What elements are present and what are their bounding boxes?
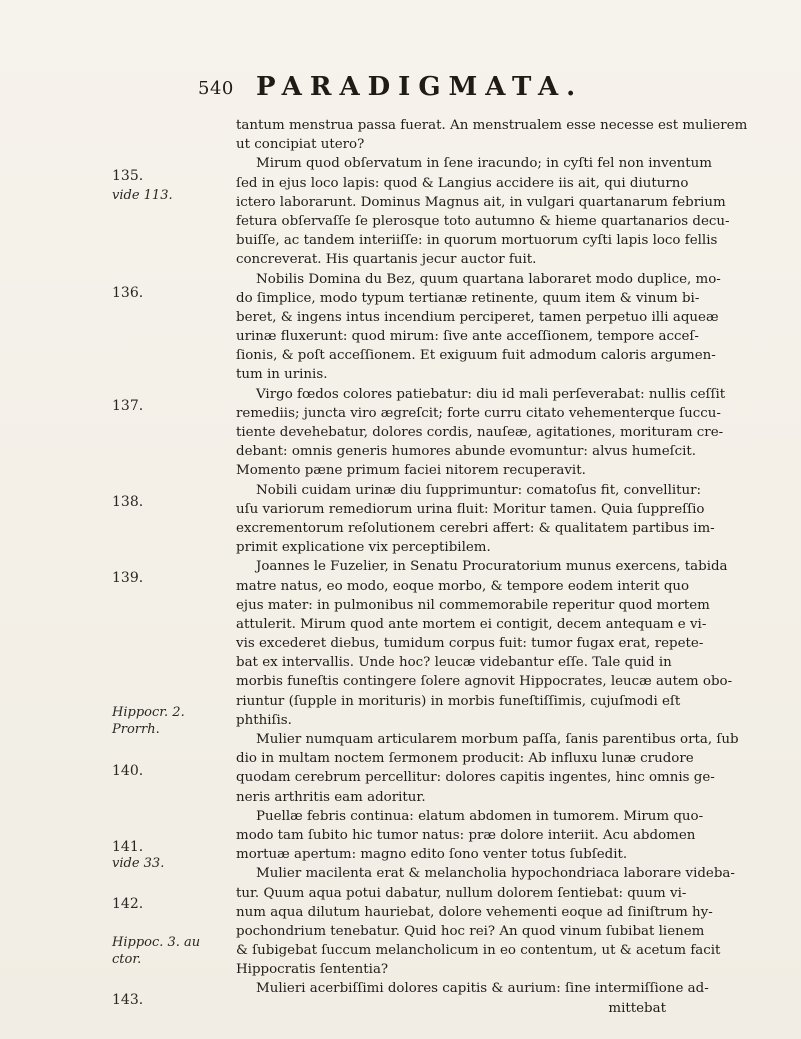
text-line: vis excederet diebus, tumidum corpus fuit: tumor fugax erat, repete-: [236, 636, 704, 652]
margin-note: Prorrh.: [112, 722, 160, 737]
text-line: tiente devehebatur, dolores cordis, nauſeæ, agitationes, morituram cre-: [236, 425, 724, 440]
text-line: excrementorum reſolutionem cerebri affert: & qualitatem partibus im-: [236, 520, 715, 536]
running-title: PARADIGMATA.: [256, 72, 584, 102]
text-line: Virgo fœdos colores patiebatur: diu id mali perſeverabat: nullis ceſſit: [256, 386, 726, 402]
text-line: modo tam ſubito hic tumor natus: præ dolore interiit. Acu abdomen: [236, 827, 696, 843]
margin-note: vide 33.: [112, 856, 165, 871]
text-line: dio in multam noctem ſermonem producit: Ab influxu lunæ crudore: [236, 751, 694, 767]
text-line: uſu variorum remediorum urina fluit: Moritur tamen. Quia ſuppreſſio: [236, 501, 705, 517]
catchword: mittebat: [608, 1000, 666, 1016]
text-line: mortuæ apertum: magno edito ſono venter totus ſubſedit.: [236, 847, 628, 863]
text-line: Mirum quod obſervatum in ſene iracundo; in cyſti fel non inventum: [256, 156, 712, 172]
text-line: neris arthritis eam adoritur.: [236, 789, 426, 805]
margin-note: 139.: [112, 570, 144, 586]
text-line: do ſimplice, modo typum tertianæ retinente, quum item & vinum bi-: [236, 290, 700, 306]
text-line: phthiſis.: [236, 712, 292, 728]
text-line: Momento pæne primum faciei nitorem recuperavit.: [236, 463, 586, 479]
margin-note: 143.: [112, 992, 144, 1008]
text-line: Mulieri acerbiſſimi dolores capitis & aurium: ſine intermiſſione ad-: [256, 981, 709, 997]
text-line: Nobili cuidam urinæ diu ſupprimuntur: comatoſus fit, convellitur:: [256, 482, 702, 498]
margin-note: 137.: [112, 398, 144, 414]
text-line: Hippocratis ſententia?: [236, 962, 389, 978]
text-line: tum in urinis.: [236, 367, 328, 383]
text-line: primit explicatione vix perceptibilem.: [236, 540, 491, 556]
text-line: quodam cerebrum percellitur: dolores capitis ingentes, hinc omnis ge-: [236, 770, 715, 786]
text-line: debant: omnis generis humores abunde evomuntur: alvus humeſcit.: [236, 444, 696, 460]
text-line: Mulier macilenta erat & melancholia hypochondriaca laborare videba-: [256, 866, 735, 882]
text-line: ut concipiat utero?: [236, 137, 365, 153]
text-line: Joannes le Fuzelier, in Senatu Procuratorium munus exercens, tabida: [256, 559, 728, 575]
text-line: matre natus, eo modo, eoque morbo, & tempore eodem interit quo: [236, 578, 690, 594]
text-line: pochondrium tenebatur. Quid hoc rei? An quod vinum ſubibat lienem: [236, 923, 705, 939]
text-line: bat ex intervallis. Unde hoc? leucæ videbantur eſſe. Tale quid in: [236, 655, 672, 671]
text-line: num aqua dilutum hauriebat, dolore vehementi eoque ad ſiniſtrum hy-: [236, 904, 713, 920]
margin-note: 136.: [112, 285, 144, 301]
page-number: 540: [198, 78, 234, 99]
text-line: ſed in ejus loco lapis: quod & Langius accidere iis ait, qui diuturno: [236, 175, 689, 191]
margin-note: 142.: [112, 896, 144, 912]
margin-note: 141.: [112, 839, 144, 855]
margin-note: Hippocr. 2.: [112, 705, 185, 720]
text-line: beret, & ingens intus incendium perciperet, tamen perpetuo illi aqueæ: [236, 309, 719, 325]
margin-note: 138.: [112, 494, 144, 510]
page-header: [198, 72, 668, 108]
text-line: urinæ fluxerunt: quod mirum: ſive ante acceſſionem, tempore acceſ-: [236, 329, 699, 345]
text-line: tantum menstrua passa fuerat. An menstrualem esse necesse est mulierem: [236, 118, 748, 133]
main-text: [236, 116, 748, 1018]
text-line: Puellæ febris continua: elatum abdomen in tumorem. Mirum quo-: [256, 808, 704, 824]
text-line: Nobilis Domina du Bez, quum quartana laboraret modo duplice, mo-: [256, 271, 721, 287]
text-line: remediis; juncta viro ægreſcit; forte curru citato vehementerque ſuccu-: [236, 405, 721, 421]
text-line: Mulier numquam articularem morbum paſſa, ſanis parentibus orta, ſub: [256, 732, 739, 747]
text-line: fetura obſervaſſe ſe plerosque toto autumno & hieme quartanarios decu-: [236, 213, 730, 229]
margin-note: ctor.: [112, 952, 142, 967]
margin-note: vide 113.: [112, 188, 173, 203]
margin-note: 140.: [112, 763, 144, 779]
text-line: ictero laborarunt. Dominus Magnus ait, in vulgari quartanarum febrium: [236, 194, 726, 210]
text-line: ſionis, & poſt acceſſionem. Et exiguum fuit admodum caloris argumen-: [236, 348, 716, 364]
text-line: tur. Quum aqua potui dabatur, nullum dolorem ſentiebat: quum vi-: [236, 885, 687, 901]
text-line: morbis funeſtis contingere ſolere agnovit Hippocrates, leucæ autem obo-: [236, 674, 733, 690]
text-line: concreverat. His quartanis jecur auctor fuit.: [236, 252, 537, 268]
text-line: riuntur (ſupple in morituris) in morbis funeſtiſſimis, cujuſmodi eſt: [236, 693, 681, 709]
margin-note: 135.: [112, 168, 144, 184]
text-line: attulerit. Mirum quod ante mortem ei contigit, decem antequam e vi-: [236, 616, 707, 632]
margin-note: Hippoc. 3. au: [112, 935, 201, 950]
text-line: ejus mater: in pulmonibus nil commemorabile reperitur quod mortem: [236, 597, 710, 613]
text-line: & ſubigebat ſuccum melancholicum in eo contentum, ut & acetum facit: [236, 943, 721, 959]
text-line: buiſſe, ac tandem interiiſſe: in quorum mortuorum cyſti lapis loco fellis: [236, 233, 718, 249]
